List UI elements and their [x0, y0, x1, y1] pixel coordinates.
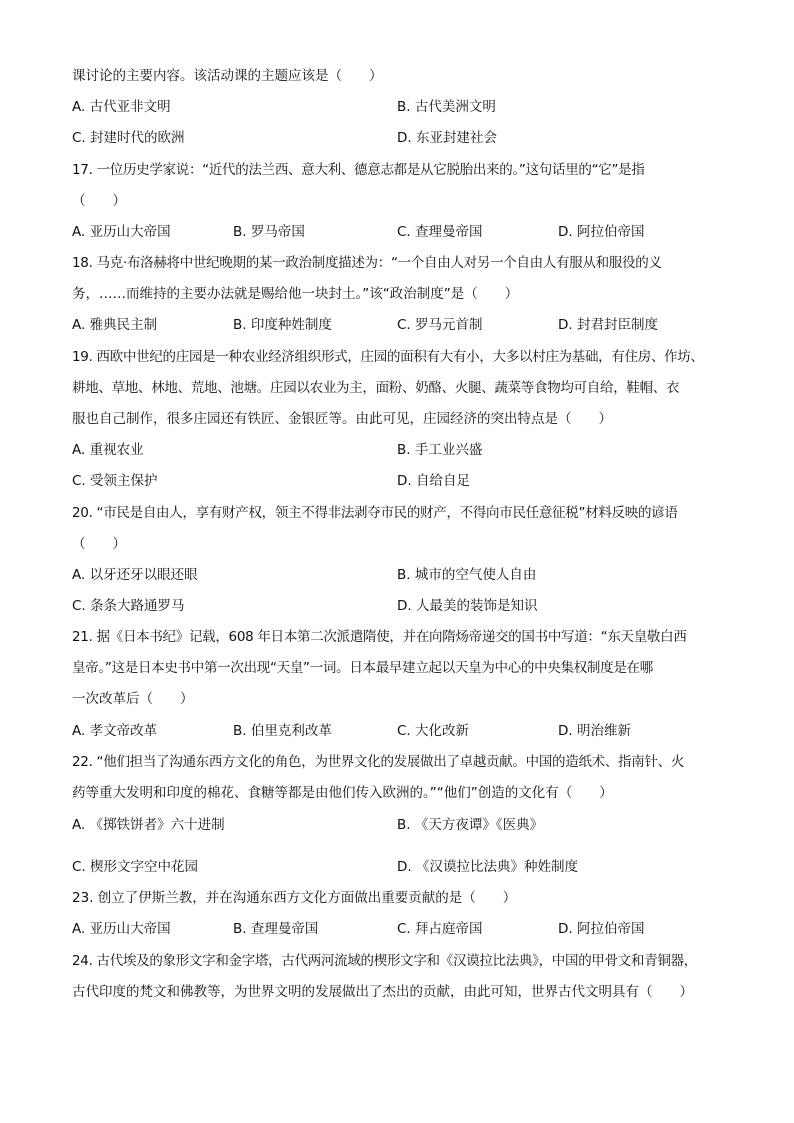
- q18-option-b: B. 印度种姓制度: [233, 317, 332, 333]
- question-21-stem: 21. 据《日本书纪》记载，608 年日本第二次派遣隋使，并在向隋炀帝递交的国书中写道：“东天皇敬白西: [72, 629, 687, 645]
- q21-option-a: A. 孝文帝改革: [72, 723, 158, 739]
- question-24-stem: 24. 古代埃及的象形文字和金字塔，古代两河流域的楔形文字和《汉谟拉比法典》，中国的甲骨文和青铜器，: [72, 953, 698, 969]
- q23-option-c: C. 拜占庭帝国: [397, 921, 483, 937]
- q22-option-c: C. 楔形文字空中花园: [72, 859, 199, 875]
- q17-option-a: A. 亚历山大帝国: [72, 224, 171, 240]
- q17-option-b: B. 罗马帝国: [233, 224, 305, 240]
- q20-option-d: D. 人最美的装饰是知识: [397, 598, 538, 614]
- q21-option-b: B. 伯里克利改革: [233, 723, 332, 739]
- question-21-stem-2: 皇帝。”这是日本史书中第一次出现“天皇”一词。日本最早建立起以天皇为中心的中央集权制度是在哪: [72, 660, 653, 676]
- q17-option-d: D. 阿拉伯帝国: [558, 224, 645, 240]
- q21-option-d: D. 明治维新: [558, 723, 631, 739]
- q20-option-b: B. 城市的空气使人自由: [397, 567, 537, 583]
- question-21-stem-3: 一次改革后（ ）: [72, 691, 194, 707]
- question-22-stem-2: 药等重大发明和印度的棉花、食糖等都是由他们传入欧洲的。”“他们”创造的文化有（ ）: [72, 785, 613, 801]
- question-20-stem-2: （ ）: [72, 536, 126, 552]
- q22-option-a: A. 《掷铁饼者》六十进制: [72, 817, 225, 833]
- q18-option-d: D. 封君封臣制度: [558, 317, 658, 333]
- question-17-stem: 17. 一位历史学家说：“近代的法兰西、意大利、德意志都是从它脱胎出来的。”这句话里的“它”是指: [72, 162, 645, 178]
- q16-option-b: B. 古代美洲文明: [397, 99, 496, 115]
- q16-option-d: D. 东亚封建社会: [397, 130, 497, 146]
- q22-option-d: D. 《汉谟拉比法典》种姓制度: [397, 859, 578, 875]
- question-22-stem: 22. “他们担当了沟通东西方文化的角色，为世界文化的发展做出了卓越贡献。中国的造纸术、指南针、火: [72, 754, 685, 770]
- q16-option-c: C. 封建时代的欧洲: [72, 130, 185, 146]
- q19-option-c: C. 受领主保护: [72, 473, 158, 489]
- question-24-stem-2: 古代印度的梵文和佛教等，为世界文明的发展做出了杰出的贡献，由此可知，世界古代文明具有（ ）: [72, 984, 693, 1000]
- q23-option-b: B. 查理曼帝国: [233, 921, 319, 937]
- q20-option-a: A. 以牙还牙以眼还眼: [72, 567, 198, 583]
- q19-option-d: D. 自给自足: [397, 473, 470, 489]
- q19-option-b: B. 手工业兴盛: [397, 442, 483, 458]
- q19-option-a: A. 重视农业: [72, 442, 144, 458]
- q18-option-c: C. 罗马元首制: [397, 317, 483, 333]
- question-18-stem-2: 务，……而维持的主要办法就是赐给他一块封土。”该“政治制度”是（ ）: [72, 286, 519, 302]
- q16-option-a: A. 古代亚非文明: [72, 99, 171, 115]
- q22-option-b: B. 《天方夜谭》《医典》: [397, 817, 544, 833]
- q23-option-a: A. 亚历山大帝国: [72, 921, 171, 937]
- question-19-stem-2: 耕地、草地、林地、荒地、池塘。庄园以农业为主，面粉、奶酪、火腿、蔬菜等食物均可自给，鞋帽、衣: [72, 380, 680, 396]
- question-18-stem: 18. 马克·布洛赫将中世纪晚期的某一政治制度描述为：“一个自由人对另一个自由人有服从和服役的义: [72, 255, 662, 271]
- question-19-stem: 19. 西欧中世纪的庄园是一种农业经济组织形式，庄园的面积有大有小，大多以村庄为基础，有住房、作坊、: [72, 349, 704, 365]
- q23-option-d: D. 阿拉伯帝国: [558, 921, 645, 937]
- q20-option-c: C. 条条大路通罗马: [72, 598, 185, 614]
- q17-option-c: C. 查理曼帝国: [397, 224, 483, 240]
- question-17-stem-2: （ ）: [72, 193, 126, 209]
- q21-option-c: C. 大化改新: [397, 723, 470, 739]
- q18-option-a: A. 雅典民主制: [72, 317, 158, 333]
- question-16-stem-tail: 课讨论的主要内容。该活动课的主题应该是（ ）: [72, 68, 383, 84]
- question-20-stem: 20. “市民是自由人，享有财产权，领主不得非法剥夺市民的财产，不得向市民任意征税”材料反映的谚语: [72, 505, 678, 521]
- question-23-stem: 23. 创立了伊斯兰教，并在沟通东西方文化方面做出重要贡献的是（ ）: [72, 890, 517, 906]
- question-19-stem-3: 服也自己制作，很多庄园还有铁匠、金银匠等。由此可见，庄园经济的突出特点是（ ）: [72, 411, 612, 427]
